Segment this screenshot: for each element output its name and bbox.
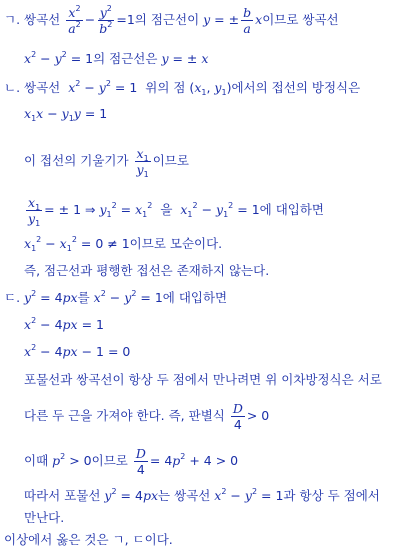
statement-g-line-1: ㄱ. 쌍곡선 $\frac{x^2}{a^2}$ − $\frac{y^2}{b^2}$ =1의 점근선이 y = ± $\frac{b}{a}$ x이므로 쌍곡선 <box>4 4 339 36</box>
discriminant-evaluation: 이때 $p^2 > 0$이므로 $\frac{D}{4}$ = $4p^2 + 4 > 0$ <box>24 446 239 477</box>
choice-marker-n: ㄴ. <box>4 80 21 95</box>
conclusion-n: 즉, 점근선과 평행한 접선은 존재하지 않는다. <box>24 263 270 278</box>
choice-marker-d: ㄷ. <box>4 290 21 305</box>
slope-substitution: $\frac{x_1}{y_1}$ = ± 1 ⇒ $y_1^2 = x_1^2$ 을 $x_1^2 - y_1^2 = 1$에 대입하면 <box>28 195 324 228</box>
fraction-x2-over-a2: $\frac{x^2}{a^2}$ <box>68 4 81 36</box>
fraction-x1-over-y1-2: $\frac{x_1}{y_1}$ <box>28 195 41 228</box>
fraction-x1-over-y1: $\frac{x_1}{y_1}$ <box>136 146 149 179</box>
fraction-b-over-a: $\frac{b}{a}$ <box>243 5 252 36</box>
fraction-y2-over-b2: $\frac{y^2}{b^2}$ <box>99 4 113 36</box>
final-answer: 이상에서 옳은 것은 ㄱ, ㄷ이다. <box>4 532 173 547</box>
discriminant-condition: 다른 두 근을 가져야 한다. 즉, 판별식 $\frac{D}{4}$ > 0 <box>24 401 270 432</box>
statement-n-line-1: ㄴ. 쌍곡선 $x^2 - y^2 = 1$ 위의 점 ($x_1$, $y_1$)에서의 접선의 방정식은 <box>4 79 361 97</box>
equation-substituted: $x^2 - 4px = 1$ <box>24 316 104 332</box>
statement-g-line-2: $x^2 - y^2 = 1$의 점근선은 y = ± x <box>24 50 209 66</box>
text-hyperbola: 쌍곡선 <box>24 12 61 27</box>
quadratic-equation: $x^2 - 4px - 1 = 0$ <box>24 343 131 359</box>
tangent-equation: $x_1x - y_1y = 1$ <box>24 106 108 123</box>
slope-statement: 이 접선의 기울기가 $\frac{x_1}{y_1}$ 이므로 <box>24 146 189 179</box>
statement-d-line-1: ㄷ. $y^2 = 4px$를 $x^2 - y^2 = 1$에 대입하면 <box>4 289 228 305</box>
contradiction-line: $x_1^2 - x_1^2 = 0 \ne 1$이므로 모순이다. <box>24 235 223 253</box>
intersection-condition: 포물선과 쌍곡선이 항상 두 점에서 만나려면 위 이차방정식은 서로 <box>24 372 382 387</box>
conclusion-d-line-2: 만난다. <box>24 510 65 525</box>
choice-marker-g: ㄱ. <box>4 12 21 27</box>
conclusion-d-line-1: 따라서 포물선 $y^2 = 4px$는 쌍곡선 $x^2 - y^2 = 1$과 항상 두 점에서 <box>24 487 380 503</box>
fraction-d-over-4: $\frac{D}{4}$ <box>232 401 243 432</box>
fraction-d-over-4-2: $\frac{D}{4}$ <box>135 446 146 477</box>
